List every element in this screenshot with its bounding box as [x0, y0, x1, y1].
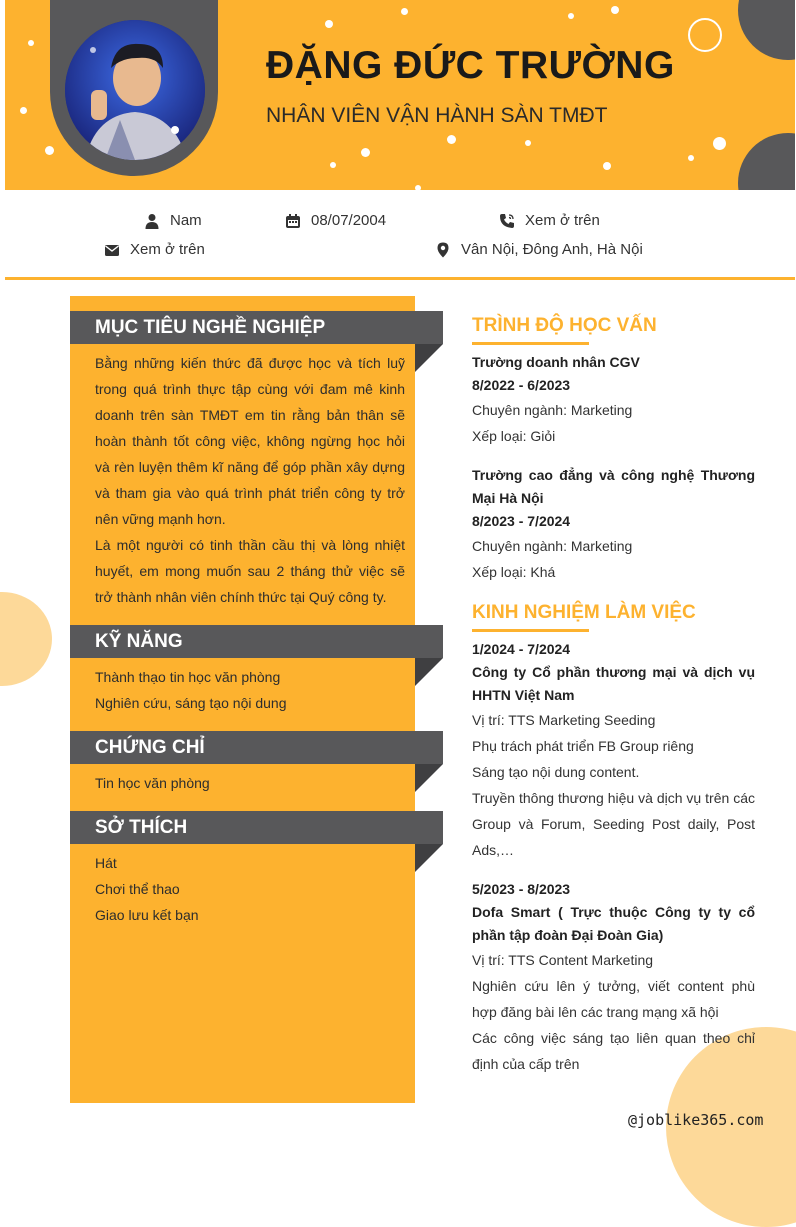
hobby-item: Chơi thể thao	[95, 881, 180, 897]
hobby-item: Giao lưu kết bạn	[95, 907, 199, 923]
job-title: NHÂN VIÊN VẬN HÀNH SÀN TMĐT	[266, 104, 608, 127]
experience-company: Dofa Smart ( Trực thuộc Công ty ty cổ phần tập đoàn Đại Đoàn Gia)	[472, 904, 755, 943]
skill-item: Nghiên cứu, sáng tạo nội dung	[95, 695, 287, 711]
ribbon-fold	[415, 844, 443, 872]
experience-task: Nghiên cứu lên ý tưởng, viết content phù hợp đăng bài lên các trang mạng xã hội	[472, 978, 755, 1020]
header-banner	[5, 0, 795, 190]
education-grade: Xếp loại: Giỏi	[472, 428, 556, 444]
decor-dot	[415, 185, 421, 190]
decor-dot	[28, 40, 34, 46]
ribbon-fold	[415, 658, 443, 686]
gender-value: Nam	[170, 212, 202, 229]
heading-underline	[472, 629, 589, 632]
experience-position: Vị trí: TTS Content Marketing	[472, 952, 654, 968]
certificates-heading: CHỨNG CHỈ	[95, 737, 205, 758]
education-major: Chuyên ngành: Marketing	[472, 538, 633, 554]
experience-task: Truyền thông thương hiệu và dịch vụ trên các Group và Forum, Seeding Post daily, Post Ads,…	[472, 790, 755, 858]
decor-dot	[20, 107, 27, 114]
education-major: Chuyên ngành: Marketing	[472, 402, 633, 418]
certificate-item: Tin học văn phòng	[95, 775, 210, 791]
envelope-icon	[104, 242, 120, 258]
decor-circle	[738, 0, 795, 60]
ribbon-fold	[415, 344, 443, 372]
decor-dot	[525, 140, 531, 146]
avatar-illustration	[65, 20, 205, 160]
decor-circle	[738, 133, 795, 190]
experience-task: Phụ trách phát triển FB Group riêng	[472, 738, 694, 754]
hobby-item: Hát	[95, 855, 117, 871]
objective-heading-bar	[70, 311, 443, 344]
decor-dot	[401, 8, 408, 15]
education-grade: Xếp loại: Khá	[472, 564, 556, 580]
objective-paragraph: Bằng những kiến thức đã được học và tích luỹ trong quá trình thực tập cùng với đam mê kinh doanh trên sàn TMĐT em tin rằng bản thân sẽ hoàn thành tốt công việc, không ngừng học hỏi và rèn luyện thêm kĩ năng để góp phần xây dựng và tham gia vào quá trình phát triển công ty trở nên vững mạnh hơn.	[95, 355, 405, 527]
hobbies-heading: SỞ THÍCH	[95, 817, 188, 838]
contact-birthday	[285, 212, 386, 229]
experience-heading: KINH NGHIỆM LÀM VIỆC	[472, 602, 696, 623]
skill-item: Thành thạo tin học văn phòng	[95, 669, 281, 685]
user-icon	[144, 213, 160, 229]
education-heading: TRÌNH ĐỘ HỌC VẤN	[472, 315, 657, 336]
decor-dot	[611, 6, 619, 14]
objective-heading: MỤC TIÊU NGHỀ NGHIỆP	[95, 317, 326, 338]
decor-dot	[45, 146, 54, 155]
decor-dot	[330, 162, 336, 168]
certificates-heading-bar	[70, 731, 443, 764]
watermark: @joblike365.com	[628, 1111, 764, 1129]
decor-dot	[447, 135, 456, 144]
education-school: Trường cao đẳng và công nghệ Thương Mại Hà Nội	[472, 467, 755, 506]
experience-task: Các công việc sáng tạo liên quan theo chỉ định của cấp trên	[472, 1030, 755, 1072]
experience-period: 5/2023 - 8/2023	[472, 881, 571, 897]
contact-email	[104, 241, 205, 258]
phone-icon	[499, 213, 515, 229]
objective-paragraph: Là một người có tinh thần cầu thị và lòng nhiệt huyết, em mong muốn sau 2 tháng thử việc sẽ trở thành nhân viên chính thức tại Quý công ty.	[95, 537, 405, 605]
divider	[5, 277, 795, 280]
experience-period: 1/2024 - 7/2024	[472, 641, 571, 657]
education-school: Trường doanh nhân CGV	[472, 354, 640, 370]
location-pin-icon	[435, 242, 451, 258]
contact-phone	[499, 212, 600, 229]
education-period: 8/2022 - 6/2023	[472, 377, 571, 393]
skills-heading: KỸ NĂNG	[95, 631, 183, 652]
candidate-name: ĐẶNG ĐỨC TRƯỜNG	[266, 44, 675, 87]
decor-dot	[361, 148, 370, 157]
experience-company: Công ty Cổ phần thương mại và dịch vụ HHTN Việt Nam	[472, 664, 755, 703]
address-value: Vân Nội, Đông Anh, Hà Nội	[461, 241, 643, 258]
skills-heading-bar	[70, 625, 443, 658]
birthday-value: 08/07/2004	[311, 212, 387, 229]
decor-ring	[688, 18, 722, 52]
decor-dot	[688, 155, 694, 161]
contact-gender	[144, 212, 202, 229]
phone-value: Xem ở trên	[525, 212, 600, 229]
decor-dot	[603, 162, 611, 170]
heading-underline	[472, 342, 589, 345]
experience-position: Vị trí: TTS Marketing Seeding	[472, 712, 656, 728]
decor-dot	[713, 137, 726, 150]
email-value: Xem ở trên	[130, 241, 205, 258]
ribbon-fold	[415, 764, 443, 792]
education-period: 8/2023 - 7/2024	[472, 513, 571, 529]
decor-dot	[568, 13, 574, 19]
calendar-icon	[285, 213, 301, 229]
experience-task: Sáng tạo nội dung content.	[472, 764, 640, 780]
contact-address	[435, 241, 643, 258]
profile-photo	[65, 20, 205, 160]
hobbies-heading-bar	[70, 811, 443, 844]
decor-dot	[325, 20, 333, 28]
decor-circle-left	[0, 592, 52, 686]
